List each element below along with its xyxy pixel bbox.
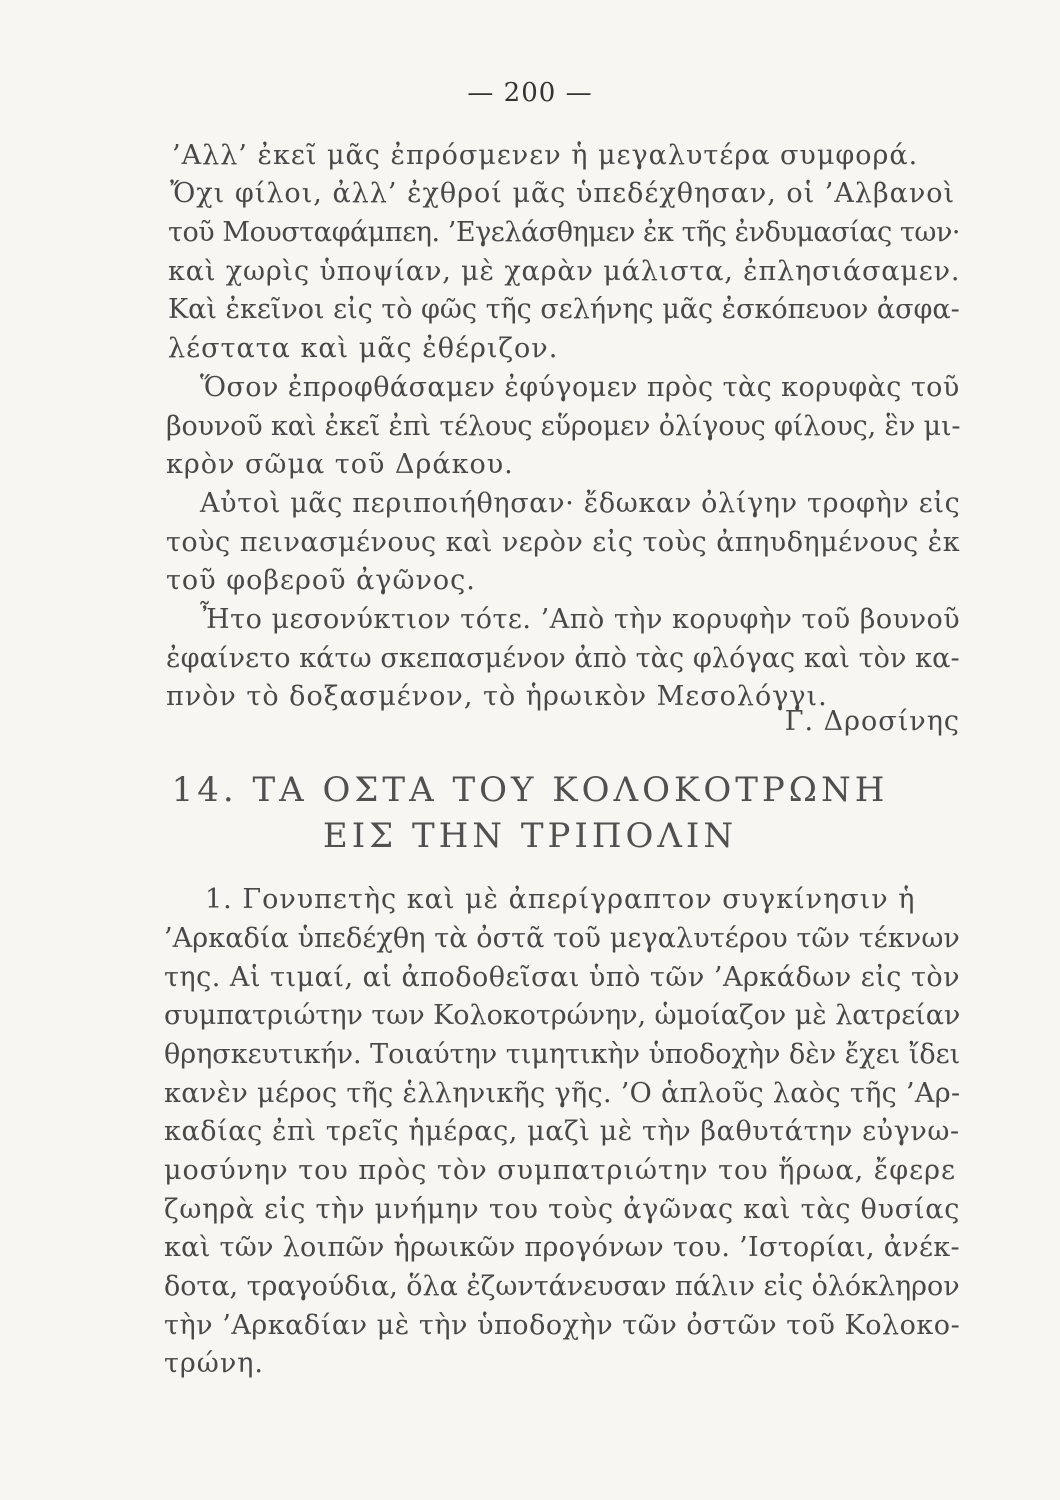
chapter-title-line2: ΕΙΣ ΤΗΝ ΤΡΙΠΟΛΙΝ — [322, 816, 738, 856]
text-line: κανὲν μέρος τῆς ἑλληνικῆς γῆς. ’Ο ἁπλοῦς λαὸς τῆς ’Αρ- — [164, 1078, 961, 1109]
text-line: μοσύνην του πρὸς τὸν συμπατριώτην του ἥρωα, ἔφερε — [164, 1155, 956, 1186]
text-line: ’Αρκαδία ὑπεδέχθη τὰ ὀστᾶ τοῦ μεγαλυτέρου τῶν τέκνων — [164, 923, 960, 954]
author-signature: Γ. Δροσίνης — [784, 706, 960, 737]
text-line: τὴν ’Αρκαδίαν μὲ τὴν ὑποδοχὴν τῶν ὀστῶν τοῦ Κολοκο- — [164, 1310, 961, 1341]
text-line: 1. Γονυπετὴς καὶ μὲ ἀπερίγραπτον συγκίνησιν ἡ — [205, 884, 916, 915]
text-line: δοτα, τραγούδια, ὅλα ἐζωντάνευσαν πάλιν εἰς ὁλόκληρον — [164, 1271, 960, 1302]
text-line: Αὐτοὶ μᾶς περιποιήθησαν· ἔδωκαν ὀλίγην τροφὴν εἰς — [200, 488, 961, 519]
text-line: τοῦ φοβεροῦ ἀγῶνος. — [166, 565, 476, 596]
text-line: θρησκευτικήν. Τοιαύτην τιμητικὴν ὑποδοχὴν δὲν ἔχει ἴδει — [164, 1039, 961, 1070]
text-line: συμπατριώτην των Κολοκοτρώνην, ὡμοίαζον μὲ λατρείαν — [164, 1000, 961, 1031]
text-line: καὶ χωρὶς ὑποψίαν, μὲ χαρὰν μάλιστα, ἐπλησιάσαμεν. — [168, 256, 961, 287]
text-line: καδίας ἐπὶ τρεῖς ἡμέρας, μαζὶ μὲ τὴν βαθυτάτην εὐγνω- — [164, 1116, 960, 1147]
text-line: της. Αἱ τιμαί, αἱ ἀποδοθεῖσαι ὑπὸ τῶν ’Αρκάδων εἰς τὸν — [164, 962, 961, 993]
text-line: τοῦ Μουσταφάμπεη. ’Εγελάσθημεν ἐκ τῆς ἐνδυμασίας των· — [168, 217, 961, 248]
text-line: βουνοῦ καὶ ἐκεῖ ἐπὶ τέλους εὕρομεν ὀλίγους φίλους, ἓν μι- — [166, 411, 961, 442]
text-line: καὶ τῶν λοιπῶν ἡρωικῶν προγόνων του. ’Ιστορίαι, ἀνέκ- — [164, 1232, 960, 1263]
chapter-title-line1: 14. ΤΑ ΟΣΤΑ ΤΟΥ ΚΟΛΟΚΟΤΡΩΝΗ — [171, 770, 889, 810]
text-line: Ὄχι φίλοι, ἀλλ’ ἐχθροί μᾶς ὑπεδέχθησαν, οἱ ’Αλβανοὶ — [170, 178, 956, 209]
text-line: ζωηρὰ εἰς τὴν μνήμην του τοὺς ἀγῶνας καὶ τὰς θυσίας — [164, 1194, 961, 1225]
page-number: — 200 — — [467, 78, 593, 108]
text-line: Καὶ ἐκεῖνοι εἰς τὸ φῶς τῆς σελήνης μᾶς ἐσκόπευον ἀσφα- — [168, 294, 960, 325]
text-line: κρὸν σῶμα τοῦ Δράκου. — [166, 449, 514, 480]
text-line: ’Αλλ’ ἐκεῖ μᾶς ἐπρόσμενεν ἡ μεγαλυτέρα συμφορά. — [172, 140, 919, 171]
text-line: τοὺς πεινασμένους καὶ νερὸν εἰς τοὺς ἀπηυδημένους ἐκ — [166, 527, 961, 558]
text-line: πνὸν τὸ δοξασμένον, τὸ ἡρωικὸν Μεσολόγγι. — [166, 681, 828, 712]
text-line: Ὅσον ἐπροφθάσαμεν ἐφύγομεν πρὸς τὰς κορυφὰς τοῦ — [200, 372, 960, 403]
text-line: τρώνη. — [164, 1348, 264, 1379]
text-line: Ἦτο μεσονύκτιον τότε. ’Απὸ τὴν κορυφὴν τοῦ βουνοῦ — [200, 604, 961, 635]
text-line: λέστατα καὶ μᾶς ἐθέριζον. — [168, 333, 559, 364]
text-line: ἐφαίνετο κάτω σκεπασμένον ἀπὸ τὰς φλόγας καὶ τὸν κα- — [166, 643, 960, 674]
